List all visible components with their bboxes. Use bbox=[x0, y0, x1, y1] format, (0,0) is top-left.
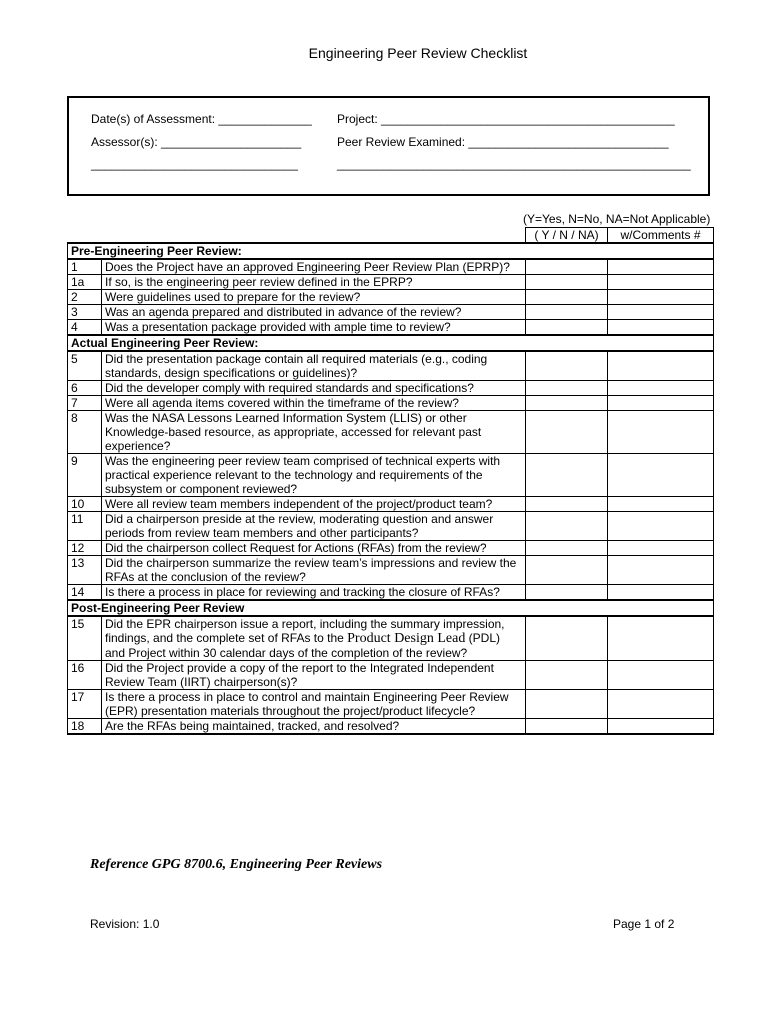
question-text: Did the Project provide a copy of the report to the Integrated Independent Review Team (IIRT) chairperson(s)? bbox=[102, 661, 526, 690]
comments-cell[interactable] bbox=[608, 616, 714, 661]
row-number: 5 bbox=[68, 351, 102, 381]
question-text: Were all review team members independent of the project/product team? bbox=[102, 497, 526, 512]
question-text: Was an agenda prepared and distributed in advance of the review? bbox=[102, 305, 526, 320]
reference-note: Reference GPG 8700.6, Engineering Peer Reviews bbox=[90, 857, 383, 872]
answer-cell[interactable] bbox=[526, 616, 608, 661]
assessor-field[interactable]: Assessor(s): _____________________ bbox=[91, 135, 302, 149]
comments-cell[interactable] bbox=[608, 541, 714, 556]
answer-cell[interactable] bbox=[526, 259, 608, 275]
revision-label: Revision: 1.0 bbox=[90, 917, 160, 931]
question-text: Does the Project have an approved Engineering Peer Review Plan (EPRP)? bbox=[102, 259, 526, 275]
comments-cell[interactable] bbox=[608, 454, 714, 497]
answer-cell[interactable] bbox=[526, 512, 608, 541]
answer-cell[interactable] bbox=[526, 661, 608, 690]
blank-line-right[interactable]: _____________________________________________________ bbox=[337, 157, 691, 171]
column-header-comments: w/Comments # bbox=[608, 228, 714, 244]
row-number: 4 bbox=[68, 320, 102, 336]
row-number: 18 bbox=[68, 719, 102, 735]
row-number: 6 bbox=[68, 381, 102, 396]
comments-cell[interactable] bbox=[608, 512, 714, 541]
answer-legend: (Y=Yes, N=No, NA=Not Applicable) bbox=[523, 212, 711, 226]
comments-cell[interactable] bbox=[608, 497, 714, 512]
answer-cell[interactable] bbox=[526, 556, 608, 585]
assessment-info-box bbox=[67, 96, 710, 196]
row-number: 7 bbox=[68, 396, 102, 411]
question-text: Did a chairperson preside at the review, moderating question and answer periods from review team members and other participants? bbox=[102, 512, 526, 541]
answer-cell[interactable] bbox=[526, 497, 608, 512]
answer-cell[interactable] bbox=[526, 585, 608, 601]
question-text: Did the chairperson summarize the review team’s impressions and review the RFAs at the conclusion of the review? bbox=[102, 556, 526, 585]
comments-cell[interactable] bbox=[608, 396, 714, 411]
question-text: If so, is the engineering peer review defined in the EPRP? bbox=[102, 275, 526, 290]
comments-cell[interactable] bbox=[608, 690, 714, 719]
question-text: Is there a process in place to control and maintain Engineering Peer Review (EPR) presentation materials throughout the project/product lifecycle? bbox=[102, 690, 526, 719]
question-text: Were guidelines used to prepare for the review? bbox=[102, 290, 526, 305]
comments-cell[interactable] bbox=[608, 661, 714, 690]
answer-cell[interactable] bbox=[526, 320, 608, 336]
row-number: 11 bbox=[68, 512, 102, 541]
row-number: 2 bbox=[68, 290, 102, 305]
answer-cell[interactable] bbox=[526, 541, 608, 556]
comments-cell[interactable] bbox=[608, 556, 714, 585]
comments-cell[interactable] bbox=[608, 411, 714, 454]
date-of-assessment-field[interactable]: Date(s) of Assessment: ______________ bbox=[91, 112, 312, 126]
comments-cell[interactable] bbox=[608, 275, 714, 290]
row-number: 8 bbox=[68, 411, 102, 454]
page-number: Page 1 of 2 bbox=[613, 917, 675, 931]
section-heading-pre-review: Pre-Engineering Peer Review: bbox=[68, 243, 714, 259]
answer-cell[interactable] bbox=[526, 396, 608, 411]
answer-cell[interactable] bbox=[526, 351, 608, 381]
peer-review-examined-field[interactable]: Peer Review Examined: ______________________________ bbox=[337, 135, 669, 149]
row-number: 3 bbox=[68, 305, 102, 320]
row-number: 14 bbox=[68, 585, 102, 601]
comments-cell[interactable] bbox=[608, 351, 714, 381]
answer-cell[interactable] bbox=[526, 275, 608, 290]
question-text: Was the NASA Lessons Learned Information System (LLIS) or other Knowledge-based resource, as appropriate, accessed for relevant past experience? bbox=[102, 411, 526, 454]
answer-cell[interactable] bbox=[526, 690, 608, 719]
checklist-table bbox=[67, 227, 714, 735]
question-text: Are the RFAs being maintained, tracked, and resolved? bbox=[102, 719, 526, 735]
comments-cell[interactable] bbox=[608, 290, 714, 305]
question-text: Were all agenda items covered within the timeframe of the review? bbox=[102, 396, 526, 411]
row-number: 15 bbox=[68, 616, 102, 661]
question-text: Did the presentation package contain all required materials (e.g., coding standards, design specifications or guidelines)? bbox=[102, 351, 526, 381]
row-number: 10 bbox=[68, 497, 102, 512]
answer-cell[interactable] bbox=[526, 454, 608, 497]
comments-cell[interactable] bbox=[608, 320, 714, 336]
comments-cell[interactable] bbox=[608, 381, 714, 396]
comments-cell[interactable] bbox=[608, 585, 714, 601]
page-title: Engineering Peer Review Checklist bbox=[308, 45, 528, 61]
row-number: 9 bbox=[68, 454, 102, 497]
question-text: Did the chairperson collect Request for Actions (RFAs) from the review? bbox=[102, 541, 526, 556]
row-number: 12 bbox=[68, 541, 102, 556]
column-header-ynna: ( Y / N / NA) bbox=[526, 228, 608, 244]
comments-cell[interactable] bbox=[608, 305, 714, 320]
answer-cell[interactable] bbox=[526, 719, 608, 735]
answer-cell[interactable] bbox=[526, 411, 608, 454]
row-number: 17 bbox=[68, 690, 102, 719]
row-number: 16 bbox=[68, 661, 102, 690]
project-field[interactable]: Project: ____________________________________________ bbox=[337, 112, 675, 126]
comments-cell[interactable] bbox=[608, 259, 714, 275]
answer-cell[interactable] bbox=[526, 305, 608, 320]
section-heading-actual-review: Actual Engineering Peer Review: bbox=[68, 335, 714, 351]
question-text: Was a presentation package provided with ample time to review? bbox=[102, 320, 526, 336]
row-number: 13 bbox=[68, 556, 102, 585]
answer-cell[interactable] bbox=[526, 290, 608, 305]
comments-cell[interactable] bbox=[608, 719, 714, 735]
blank-line-left[interactable]: _______________________________ bbox=[91, 157, 298, 171]
question-text: Was the engineering peer review team comprised of technical experts with practical experience relevant to the technology and requirements of the subsystem or component reviewed? bbox=[102, 454, 526, 497]
question-text: Did the EPR chairperson issue a report, including the summary impression, findings, and the complete set of RFAs to the Product Design Lead (PDL) and Project within 30 calendar days of the completion of the review? bbox=[102, 616, 526, 661]
row-number: 1a bbox=[68, 275, 102, 290]
answer-cell[interactable] bbox=[526, 381, 608, 396]
question-text: Is there a process in place for reviewing and tracking the closure of RFAs? bbox=[102, 585, 526, 601]
question-text: Did the developer comply with required standards and specifications? bbox=[102, 381, 526, 396]
row-number: 1 bbox=[68, 259, 102, 275]
section-heading-post-review: Post-Engineering Peer Review bbox=[68, 600, 714, 616]
